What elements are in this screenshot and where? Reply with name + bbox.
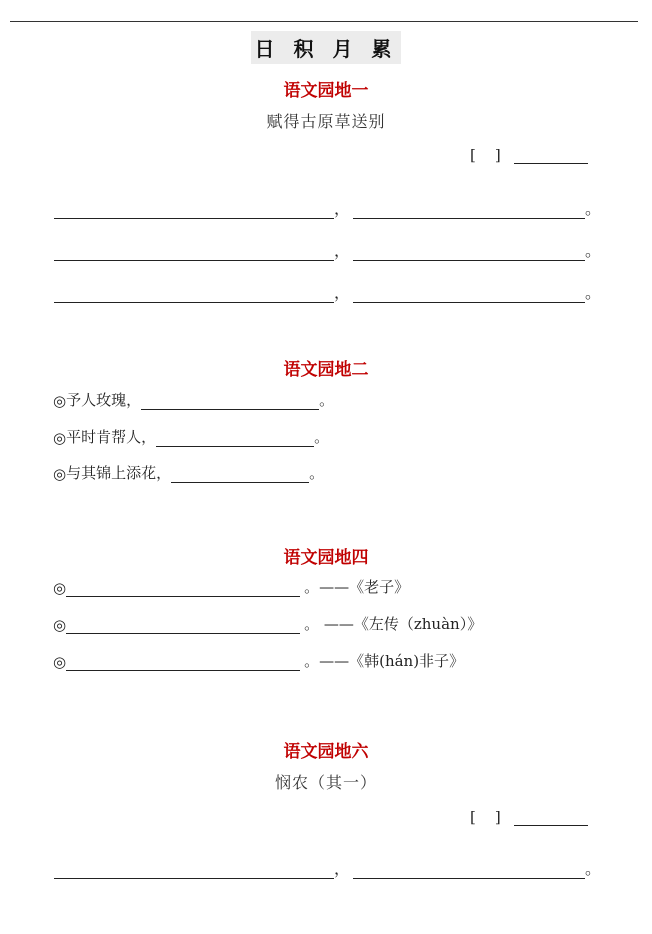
dynasty-bracket: [ ] [470,146,501,164]
proverb-prefix: 与其锦上添花， [66,464,172,482]
section-heading-2: 语文园地二 [283,360,369,380]
answer-blank[interactable] [353,864,585,879]
answer-blank[interactable] [66,619,300,634]
answer-blank[interactable] [66,656,300,671]
bullet-mark: ◎ [53,616,67,634]
answer-blank[interactable] [171,468,309,483]
period: 。 [585,859,602,878]
comma: ， [334,199,351,218]
bullet-mark: ◎ [53,579,67,597]
poem-title-6: 悯农（其一） [274,773,377,792]
answer-blank[interactable] [156,432,314,447]
poem-line-3 [54,280,602,303]
quote-item-1 [53,576,409,597]
section-heading-4: 语文园地四 [283,548,369,568]
proverb-item-3 [53,462,324,483]
dynasty-bracket: [ ] [470,808,501,826]
period: 。 [585,241,602,260]
comma: ， [334,859,351,878]
poem-title-1: 赋得古原草送别 [266,112,386,131]
comma: ， [334,283,351,302]
bullet-mark: ◎ [53,429,67,447]
proverb-item-1 [53,389,334,410]
period: 。 [585,199,602,218]
page-title [0,31,652,64]
quote-source: 。 ——《左传（zhuàn）》 [304,615,483,633]
page-title-text: 日 积 月 累 [251,31,402,64]
bullet-mark: ◎ [53,465,67,483]
answer-blank[interactable] [353,288,585,303]
author-blank[interactable] [514,149,588,164]
answer-blank[interactable] [54,864,334,879]
author-line-6 [470,808,588,826]
proverb-prefix: 平时肯帮人， [66,428,157,446]
proverb-prefix: 予人玫瑰， [66,391,142,409]
answer-blank[interactable] [54,288,334,303]
quote-source: 。——《老子》 [304,578,410,596]
proverb-suffix: 。 [314,428,330,446]
quote-item-3 [53,650,464,671]
bullet-mark: ◎ [53,392,67,410]
poem-line-1 [54,196,602,219]
answer-blank[interactable] [353,246,585,261]
proverb-item-2 [53,426,329,447]
comma: ， [334,241,351,260]
poem-line-2 [54,238,602,261]
section-heading-1: 语文园地一 [283,81,369,101]
answer-blank[interactable] [66,582,300,597]
section-heading-6: 语文园地六 [283,742,369,762]
quote-source: 。——《韩(hán)非子》 [304,652,465,670]
answer-blank[interactable] [141,395,319,410]
author-blank[interactable] [514,811,588,826]
answer-blank[interactable] [353,204,585,219]
answer-blank[interactable] [54,204,334,219]
answer-blank[interactable] [54,246,334,261]
proverb-suffix: 。 [309,464,325,482]
period: 。 [585,283,602,302]
quote-item-2 [53,613,482,634]
bullet-mark: ◎ [53,653,67,671]
poem-line-6-1 [54,856,602,879]
author-line-1 [470,146,588,164]
header-rule [10,21,638,22]
proverb-suffix: 。 [319,391,335,409]
